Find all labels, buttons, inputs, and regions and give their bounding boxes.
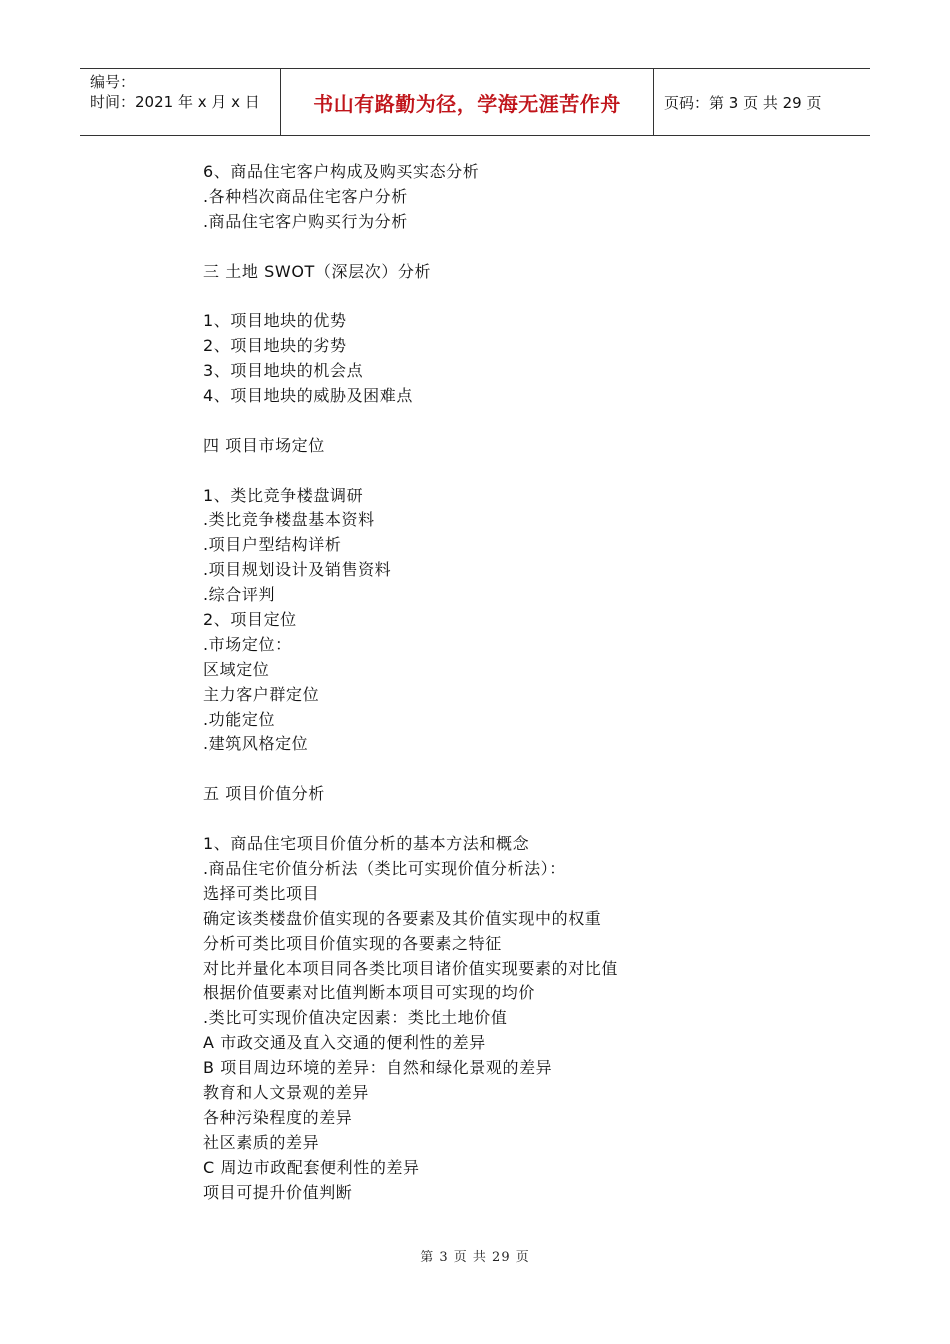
text-line: 根据价值要素对比值判断本项目可实现的均价: [203, 983, 536, 1003]
text-line: .项目规划设计及销售资料: [203, 560, 392, 580]
blank-line: [203, 459, 823, 484]
blank-line: [203, 235, 823, 260]
text-line: 2、项目地块的劣势: [203, 336, 347, 356]
text-line: .类比可实现价值决定因素：类比土地价值: [203, 1008, 508, 1028]
section-heading: 三 土地 SWOT（深层次）分析: [203, 261, 432, 281]
blank-line: [203, 409, 823, 434]
blank-line: [203, 284, 823, 309]
text-line: .商品住宅价值分析法（类比可实现价值分析法）：: [203, 858, 566, 878]
text-line: B 项目周边环境的差异：自然和绿化景观的差异: [203, 1058, 553, 1078]
text-line: 2、项目定位: [203, 610, 297, 630]
text-line: .项目户型结构详析: [203, 535, 342, 555]
text-line: 确定该类楼盘价值实现的各要素及其价值实现中的权重: [203, 908, 602, 928]
text-line: 项目可提升价值判断: [203, 1182, 353, 1202]
page-header: [80, 68, 870, 136]
text-line: 1、项目地块的优势: [203, 311, 347, 331]
text-line: .商品住宅客户购买行为分析: [203, 211, 408, 231]
text-line: 1、商品住宅项目价值分析的基本方法和概念: [203, 834, 530, 854]
motto-text: 书山有路勤为径，学海无涯苦作舟: [313, 91, 621, 116]
section-heading: 五 项目价值分析: [203, 784, 325, 804]
text-line: 1、类比竞争楼盘调研: [203, 485, 364, 505]
page-footer: [0, 1246, 950, 1265]
text-line: 主力客户群定位: [203, 684, 320, 704]
header-motto: [281, 69, 654, 135]
blank-line: [203, 807, 823, 832]
text-line: A 市政交通及直入交通的便利性的差异: [203, 1033, 486, 1053]
number-label: 编号：: [90, 73, 136, 91]
blank-line: [203, 757, 823, 782]
text-line: .各种档次商品住宅客户分析: [203, 186, 408, 206]
text-line: 选择可类比项目: [203, 883, 320, 903]
text-line: .类比竞争楼盘基本资料: [203, 510, 375, 530]
text-line: 4、项目地块的威胁及困难点: [203, 386, 413, 406]
text-line: 对比并量化本项目同各类比项目诸价值实现要素的对比值: [203, 958, 619, 978]
page-label: 页码：第 3 页 共 29 页: [664, 93, 822, 112]
text-line: 教育和人文景观的差异: [203, 1082, 370, 1102]
text-line: .综合评判: [203, 585, 276, 605]
text-line: 各种污染程度的差异: [203, 1107, 353, 1127]
text-line: .建筑风格定位: [203, 734, 309, 754]
date-label: 时间：2021 年 x 月 x 日: [90, 93, 260, 111]
text-line: 社区素质的差异: [203, 1132, 320, 1152]
text-line: 3、项目地块的机会点: [203, 361, 364, 381]
text-line: .功能定位: [203, 709, 276, 729]
text-line: 分析可类比项目价值实现的各要素之特征: [203, 933, 502, 953]
header-page-info: [654, 69, 870, 135]
text-line: C 周边市政配套便利性的差异: [203, 1157, 420, 1177]
text-line: 6、商品住宅客户构成及购买实态分析: [203, 162, 480, 181]
text-line: .市场定位：: [203, 634, 292, 654]
section-heading: 四 项目市场定位: [203, 435, 325, 455]
header-meta: [80, 69, 281, 135]
footer-page-number: 第 3 页 共 29 页: [420, 1250, 530, 1265]
text-line: 区域定位: [203, 659, 270, 679]
document-body: [203, 160, 823, 1205]
